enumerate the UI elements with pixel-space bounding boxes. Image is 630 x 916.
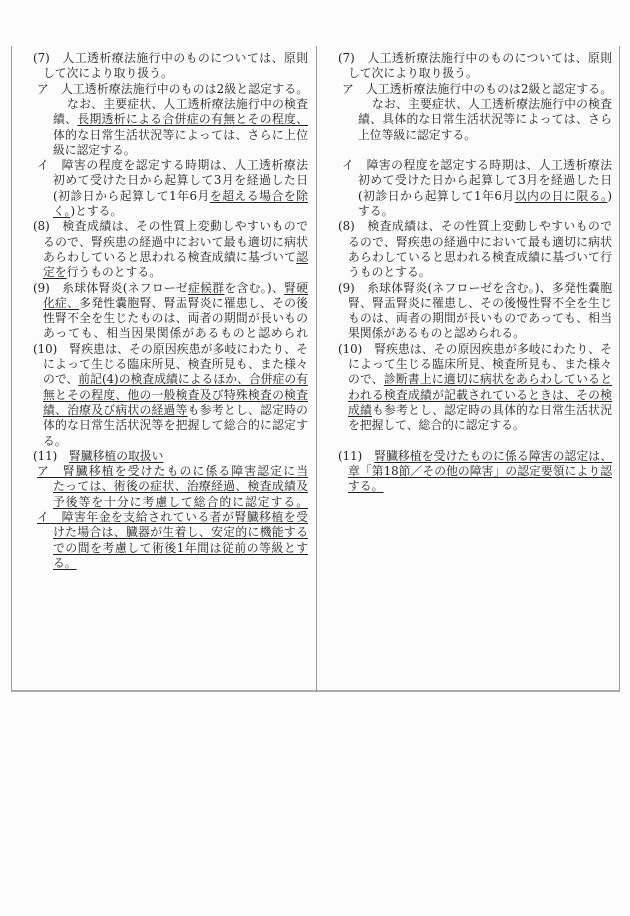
underlined-revision-text: 績、治療及び病状の経過等 bbox=[43, 402, 188, 417]
text-line bbox=[358, 112, 612, 127]
text-line bbox=[348, 357, 612, 372]
text-segment: )とする。 bbox=[70, 204, 123, 218]
text-segment: 行うものとする。 bbox=[66, 265, 161, 280]
text-line bbox=[348, 479, 612, 494]
text-line bbox=[53, 479, 308, 494]
text-line bbox=[53, 525, 308, 540]
text-line bbox=[348, 388, 612, 403]
text-line bbox=[43, 357, 308, 372]
text-line bbox=[348, 265, 612, 280]
text-segment: イ 障害の程度を認定する時期は、人工透析療法 bbox=[342, 158, 612, 173]
text-segment: によって生じる臨床所見、検査所見も、また様々 bbox=[348, 357, 612, 371]
text-line bbox=[338, 449, 612, 464]
text-line bbox=[53, 189, 308, 204]
text-line bbox=[348, 66, 612, 81]
text-line bbox=[33, 51, 308, 66]
underlined-revision-text: を超える場合を除 bbox=[209, 188, 308, 203]
text-line bbox=[37, 158, 308, 173]
text-segment: (11) bbox=[338, 448, 375, 463]
text-segment: によって生じる臨床所見、検査所見も、また様々 bbox=[43, 357, 308, 371]
text-line bbox=[53, 556, 308, 571]
text-segment: ので、 bbox=[43, 372, 79, 387]
text-line bbox=[338, 219, 612, 234]
text-line bbox=[348, 311, 612, 326]
text-line bbox=[358, 143, 612, 158]
text-segment: (初診日から起算して1年6月 bbox=[358, 188, 515, 203]
text-segment: を把握して、総合的に認定する。 bbox=[348, 418, 525, 433]
underlined-revision-text: 腎臓移植を受けたものに係る障害の認定は、 bbox=[374, 448, 612, 463]
text-line bbox=[358, 204, 612, 219]
text-segment: ので、 bbox=[348, 372, 384, 387]
underlined-revision-text: 認 bbox=[296, 249, 308, 264]
text-line bbox=[338, 342, 612, 357]
text-line bbox=[348, 434, 612, 449]
text-segment: (10) 腎疾患は、その原因疾患が多岐にわたり、そ bbox=[338, 341, 612, 356]
text-segment: 績、具体的な日常生活状況等によっては、さら bbox=[358, 112, 612, 127]
text-segment: も参考とし、認定時の具体的な日常生活状況 bbox=[372, 402, 612, 417]
underlined-revision-text: 成績 bbox=[348, 402, 373, 417]
text-segment: ) bbox=[607, 188, 612, 203]
underlined-revision-text: る。 bbox=[53, 555, 77, 570]
text-segment: する。 bbox=[358, 204, 394, 218]
text-line bbox=[43, 66, 308, 81]
text-line bbox=[43, 311, 308, 326]
text-line bbox=[43, 250, 308, 265]
text-line bbox=[372, 97, 612, 112]
right-column-current-text bbox=[316, 0, 620, 700]
text-line bbox=[348, 296, 612, 311]
text-segment: ア 人工透析療法施行中のものは2級と認定する。 bbox=[37, 81, 308, 96]
underlined-revision-text: イ 障害年金を支給されている者が腎臓移植を受 bbox=[37, 510, 308, 524]
text-line bbox=[37, 464, 308, 479]
text-line bbox=[342, 158, 612, 173]
text-segment: あっても、相当因果関係があるものと認められ bbox=[43, 326, 308, 341]
text-segment: うものとする。 bbox=[348, 265, 431, 280]
text-segment: 果関係があるものと認められる。 bbox=[348, 326, 525, 341]
text-segment: (10) 腎疾患は、その原因疾患が多岐にわたり、そ bbox=[33, 341, 308, 356]
text-line bbox=[338, 51, 612, 66]
text-line bbox=[348, 403, 612, 418]
text-line bbox=[33, 219, 308, 234]
text-line bbox=[43, 265, 308, 280]
text-line bbox=[43, 372, 308, 387]
text-segment: イ 障害の程度を認定する時期は、人工透析療法 bbox=[37, 158, 308, 173]
text-line bbox=[43, 235, 308, 250]
underlined-revision-text: 前記(4)の検査成績によるほか、合併症の有 bbox=[78, 372, 308, 387]
text-line bbox=[348, 372, 612, 387]
text-segment: を含む。)、 bbox=[224, 280, 285, 295]
text-line bbox=[358, 128, 612, 143]
text-segment: るので、腎疾患の経過中において最も適切に病状 bbox=[43, 234, 308, 249]
underlined-revision-text: ア 腎臓移植を受けたものに係る障害認定に当 bbox=[37, 464, 308, 479]
text-line bbox=[67, 97, 308, 112]
underlined-revision-text: 章「第18節／その他の障害」の認定要領により認 bbox=[348, 464, 612, 479]
underlined-revision-text: 長期透析による合併症の有無とその程度、 bbox=[77, 112, 308, 127]
text-line bbox=[53, 112, 308, 127]
underlined-revision-text: 無とその程度、他の一般検査及び特殊検査の検査 bbox=[43, 387, 308, 402]
text-segment: (7) 人工透析療法施行中のものについては、原則 bbox=[33, 51, 308, 65]
underlined-revision-text: での間を考慮して術後1年間は従前の等級とす bbox=[53, 540, 308, 555]
text-line bbox=[53, 204, 308, 219]
text-segment: (11) bbox=[33, 448, 70, 463]
text-line bbox=[43, 418, 308, 433]
text-segment: して次により取り扱う。 bbox=[348, 66, 478, 81]
underlined-revision-text: 腎臓移植の取扱い bbox=[69, 448, 164, 463]
text-segment: (8) 検査成績は、その性質上変動しやすいもので bbox=[338, 219, 612, 234]
text-segment: 体的な日常生活状況等によっては、さらに上位 bbox=[53, 127, 308, 142]
underlined-revision-text: われる検査成績が記載されているときは、その検 bbox=[348, 387, 612, 402]
text-segment: (7) 人工透析療法施行中のものについては、原則 bbox=[338, 51, 612, 65]
text-segment: 多発性嚢胞腎、腎盂腎炎に罹患し、その後 bbox=[79, 295, 308, 310]
underlined-revision-text: たっては、術後の症状、治療経過、検査成績及 bbox=[53, 479, 308, 494]
text-segment: (9) 糸球体腎炎(ネフローゼ bbox=[33, 280, 189, 295]
text-segment: ア 人工透析療法施行中のものは2級と認定する。 bbox=[342, 81, 612, 96]
text-segment: 級に認定する。 bbox=[53, 142, 136, 157]
underlined-revision-text: 症候群 bbox=[188, 280, 225, 295]
text-line bbox=[348, 464, 612, 479]
text-line bbox=[37, 510, 308, 525]
text-segment: ものは、両者の期間が長いものであっても、相当 bbox=[348, 311, 612, 326]
text-segment: して次により取り扱う。 bbox=[43, 66, 173, 81]
text-line bbox=[53, 495, 308, 510]
text-line bbox=[358, 189, 612, 204]
underlined-revision-text: 定を bbox=[43, 265, 67, 280]
text-line bbox=[43, 403, 308, 418]
left-column-revised-text bbox=[11, 0, 316, 700]
text-segment: も参考とし、認定時の bbox=[187, 402, 308, 417]
text-line bbox=[33, 449, 308, 464]
underlined-revision-text: する。 bbox=[348, 479, 384, 494]
text-line bbox=[53, 541, 308, 556]
text-segment: 初めて受けた日から起算して3月を経過した日 bbox=[358, 173, 612, 188]
text-line bbox=[43, 434, 308, 449]
text-line bbox=[37, 82, 308, 97]
text-line bbox=[348, 250, 612, 265]
text-line bbox=[348, 326, 612, 341]
text-line bbox=[348, 235, 612, 250]
underlined-revision-text: 予後等を十分に考慮して総合的に認定する。 bbox=[53, 494, 308, 509]
text-segment: るので、腎疾患の経過中において最も適切に病状 bbox=[348, 234, 612, 249]
text-line bbox=[33, 281, 308, 296]
text-segment: 初めて受けた日から起算して3月を経過した日 bbox=[53, 173, 308, 188]
text-segment: る。 bbox=[43, 433, 67, 448]
text-segment: 性腎不全を生じたものは、両者の期間が長いもの bbox=[43, 311, 308, 326]
underlined-revision-text: く。 bbox=[53, 204, 71, 218]
text-segment: 上位等級に認定する。 bbox=[358, 127, 476, 142]
text-line bbox=[338, 281, 612, 296]
underlined-revision-text: 診断書上に適切に病状をあらわしていると bbox=[383, 372, 612, 387]
text-line bbox=[358, 173, 612, 188]
text-segment: 体的な日常生活状況等を把握して総合的に認定す bbox=[43, 418, 308, 433]
text-segment: なお、主要症状、人工透析療法施行中の検査 bbox=[372, 96, 612, 111]
underlined-revision-text: 以内の日に限る。 bbox=[514, 188, 608, 203]
text-line bbox=[348, 418, 612, 433]
text-line bbox=[342, 82, 612, 97]
text-segment: 腎、腎盂腎炎に罹患し、その後慢性腎不全を生じ bbox=[348, 295, 612, 310]
text-segment: 績、 bbox=[53, 112, 78, 127]
text-segment: (初診日から起算して1年6月 bbox=[53, 188, 210, 203]
text-line bbox=[43, 388, 308, 403]
text-line bbox=[53, 143, 308, 158]
text-segment: あらわしていると思われる検査成績に基づいて bbox=[43, 249, 297, 264]
text-line bbox=[53, 173, 308, 188]
underlined-revision-text: けた場合は、臓器が生着し、安定的に機能する bbox=[53, 525, 308, 540]
text-line bbox=[33, 342, 308, 357]
text-segment: (9) 糸球体腎炎(ネフローゼを含む。)、多発性嚢胞 bbox=[338, 280, 612, 295]
text-line bbox=[53, 128, 308, 143]
text-line bbox=[43, 296, 308, 311]
text-segment: なお、主要症状、人工透析療法施行中の検査 bbox=[67, 96, 308, 111]
underlined-revision-text: 化症、 bbox=[43, 295, 80, 310]
text-segment: あらわしていると思われる検査成績に基づいて行 bbox=[348, 249, 612, 264]
text-segment: (8) 検査成績は、その性質上変動しやすいもので bbox=[33, 219, 308, 234]
underlined-revision-text: 腎硬 bbox=[284, 280, 308, 295]
text-line bbox=[43, 326, 308, 341]
